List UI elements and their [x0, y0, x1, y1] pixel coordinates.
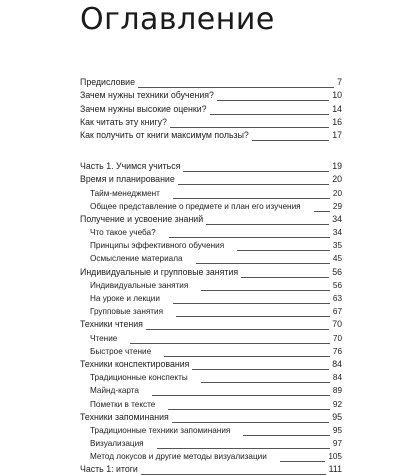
toc-subentry-page: 84 — [330, 372, 342, 383]
toc-subentry-page: 67 — [330, 306, 342, 317]
toc-subentry-label: Майнд-карта — [90, 386, 139, 396]
toc-subentry-page: 97 — [330, 438, 342, 449]
toc-subentry-label: Традиционные техники запоминания — [90, 425, 231, 435]
toc-entry-part-1[interactable] — [80, 159, 342, 172]
toc-subentry[interactable] — [80, 251, 342, 264]
toc-subentry-label: Традиционные конспекты — [90, 373, 188, 383]
toc-subentry-label: Чтение — [90, 333, 118, 343]
toc-entry-page: 16 — [329, 117, 342, 128]
toc-entry-preface[interactable] — [80, 75, 342, 88]
toc-entry-why-techniques[interactable] — [80, 88, 342, 101]
toc-subentry-page: 76 — [330, 346, 342, 357]
toc-subentry-page: 35 — [330, 240, 342, 251]
toc-subentry-page: 95 — [330, 425, 342, 436]
toc-subentry[interactable] — [80, 436, 342, 449]
toc-entry-label: Часть 1. Учимся учиться — [80, 161, 181, 172]
toc-subentry-page: 63 — [330, 293, 342, 304]
toc-subentry-label: На уроке и лекции — [90, 294, 160, 303]
toc-subentry[interactable] — [80, 396, 342, 409]
toc-section-memory[interactable] — [80, 410, 342, 423]
toc-subentry-page: 70 — [330, 333, 342, 344]
toc-subentry-label: Индивидуальные занятия — [90, 280, 189, 290]
toc-subentry[interactable] — [80, 423, 342, 436]
table-of-contents — [80, 75, 342, 475]
toc-entry-page: 17 — [329, 130, 342, 141]
toc-entry-max-benefit[interactable] — [80, 128, 342, 141]
toc-subentry[interactable] — [80, 449, 342, 462]
toc-section-notes[interactable] — [80, 357, 342, 370]
toc-entry-part-1-summary[interactable] — [80, 462, 342, 475]
toc-subentry-label: Пометки в тексте — [90, 399, 156, 409]
toc-entry-why-grades[interactable] — [80, 101, 342, 114]
toc-section-label: Время и планирование — [80, 174, 175, 185]
toc-subentry[interactable] — [80, 370, 342, 383]
toc-entry-label: Как читать эту книгу? — [80, 116, 167, 127]
toc-subentry-page: 45 — [330, 253, 342, 264]
toc-subentry[interactable] — [80, 344, 342, 357]
toc-subentry-label: Метод локусов и другие методы визуализации — [90, 452, 267, 462]
toc-subentry[interactable] — [80, 304, 342, 317]
toc-entry-label: Часть 1: итоги — [80, 464, 138, 475]
toc-subentry-label: Осмысление материала — [90, 254, 183, 264]
toc-subentry-label: Визуализация — [90, 439, 144, 449]
toc-entry-label: Зачем нужны высокие оценки? — [80, 103, 207, 114]
toc-entry-page: 111 — [326, 464, 342, 475]
toc-entry-label: Предисловие — [80, 77, 135, 88]
toc-entry-page: 10 — [329, 90, 342, 101]
toc-subentry[interactable] — [80, 383, 342, 396]
toc-subentry[interactable] — [80, 330, 342, 343]
toc-section-label: Индивидуальные и групповые занятия — [80, 266, 239, 277]
toc-subentry-page: 29 — [330, 201, 342, 212]
toc-entry-how-to-read[interactable] — [80, 115, 342, 128]
leader-line — [252, 139, 329, 141]
toc-entry-page: 14 — [329, 104, 342, 115]
toc-subentry-page: 56 — [330, 280, 342, 291]
toc-subentry-page: 20 — [330, 188, 342, 199]
toc-subentry-label: Групповые занятия — [90, 307, 164, 317]
toc-section-label: Техники конспектирования — [80, 358, 190, 369]
toc-subentry[interactable] — [80, 185, 342, 198]
toc-section-page: 95 — [329, 412, 342, 423]
toc-section-reading[interactable] — [80, 317, 342, 330]
toc-subentry-label: Принципы эффективного обучения — [90, 241, 225, 251]
toc-section-page: 34 — [329, 214, 342, 225]
toc-subentry-page: 89 — [330, 385, 342, 396]
toc-subentry[interactable] — [80, 225, 342, 238]
toc-entry-page: 7 — [334, 77, 342, 88]
toc-subentry[interactable] — [80, 291, 342, 304]
toc-section-label: Техники запоминания — [80, 411, 169, 422]
toc-subentry-label: Тайм-менеджмент — [90, 188, 160, 198]
toc-section-page: 70 — [329, 319, 342, 330]
toc-section-page: 84 — [329, 359, 342, 370]
toc-entry-page: 19 — [329, 161, 342, 172]
toc-subentry-page: 92 — [330, 399, 342, 410]
toc-section-page: 20 — [329, 174, 342, 185]
toc-subentry-page: 34 — [330, 227, 342, 238]
toc-subentry-page: 105 — [325, 451, 342, 462]
toc-section-label: Получение и усвоение знаний — [80, 213, 204, 224]
toc-subentry-label: Общее представление о предмете и план его изучения — [90, 201, 301, 211]
toc-section-page: 56 — [329, 267, 342, 278]
toc-entry-label: Зачем нужны техники обучения? — [80, 90, 214, 101]
toc-section-individual-group[interactable] — [80, 264, 342, 277]
toc-subentry-label: Что такое учеба? — [90, 228, 156, 238]
toc-subentry-label: Быстрое чтение — [90, 346, 152, 356]
toc-section-time-planning[interactable] — [80, 172, 342, 185]
toc-section-knowledge[interactable] — [80, 212, 342, 225]
toc-entry-label: Как получить от книги максимум пользы? — [80, 129, 249, 140]
page-title: Оглавление — [80, 2, 275, 37]
toc-section-label: Техники чтения — [80, 319, 143, 330]
toc-subentry[interactable] — [80, 238, 342, 251]
toc-subentry[interactable] — [80, 278, 342, 291]
toc-subentry[interactable] — [80, 199, 342, 212]
spacer — [80, 141, 342, 159]
